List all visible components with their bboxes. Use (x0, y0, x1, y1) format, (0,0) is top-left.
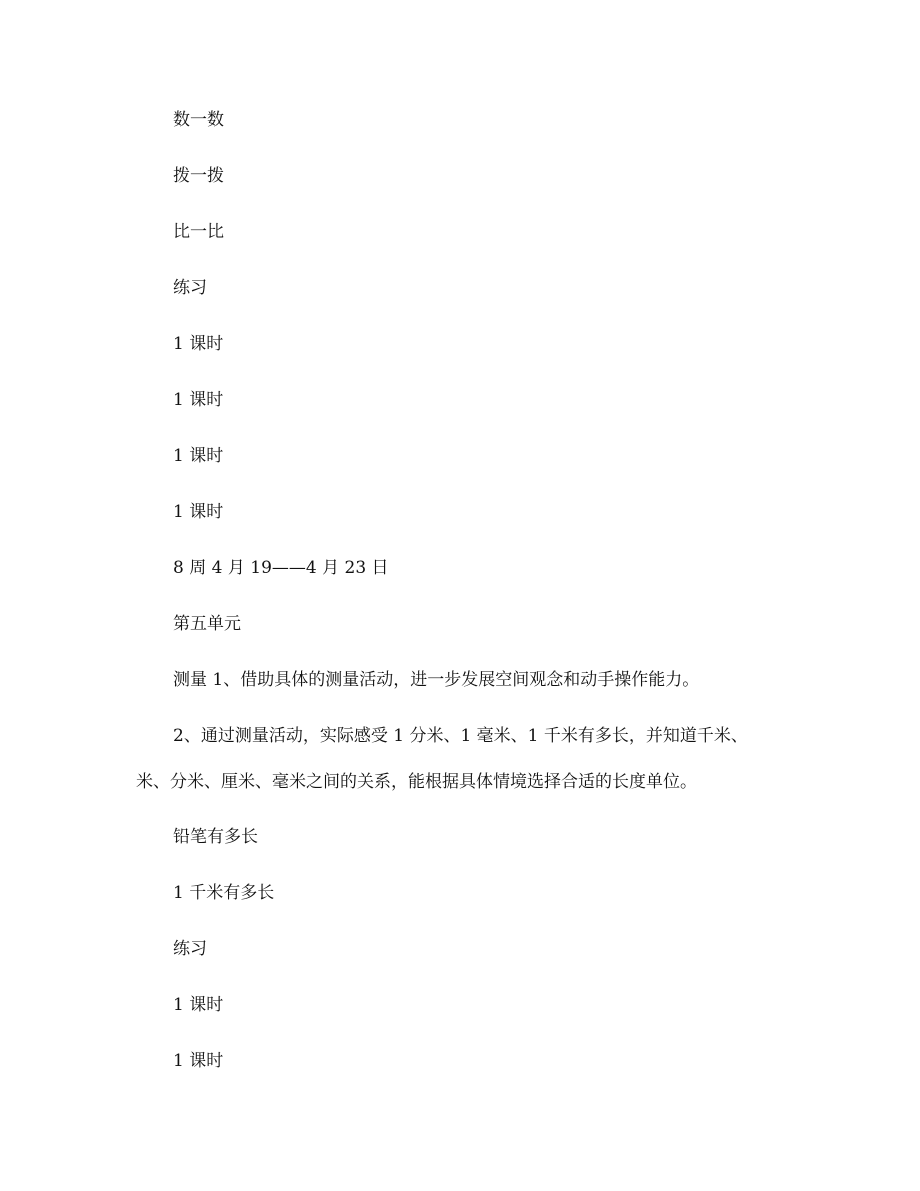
text-line: 1 课时 (173, 334, 224, 354)
text-line: 比一比 (173, 222, 224, 242)
text-line: 1 课时 (173, 1051, 224, 1071)
unit-heading: 第五单元 (173, 614, 241, 634)
text-line: 米、分米、厘米、毫米之间的关系，能根据具体情境选择合适的长度单位。 (136, 772, 697, 792)
text-line: 2、通过测量活动，实际感受 1 分米、1 毫米、1 千米有多长，并知道千米、 (173, 726, 748, 746)
text-line: 1 课时 (173, 390, 224, 410)
text-line: 1 课时 (173, 446, 224, 466)
text-line: 练习 (173, 278, 207, 298)
text-line: 铅笔有多长 (173, 827, 258, 847)
text-line: 1 千米有多长 (173, 883, 275, 903)
text-line: 1 课时 (173, 502, 224, 522)
text-line: 拨一拨 (173, 166, 224, 186)
text-line: 练习 (173, 939, 207, 959)
text-line: 数一数 (173, 110, 224, 130)
text-line: 测量 1、借助具体的测量活动，进一步发展空间观念和动手操作能力。 (173, 670, 700, 690)
text-line: 1 课时 (173, 995, 224, 1015)
text-line: 8 周 4 月 19——4 月 23 日 (173, 558, 389, 578)
